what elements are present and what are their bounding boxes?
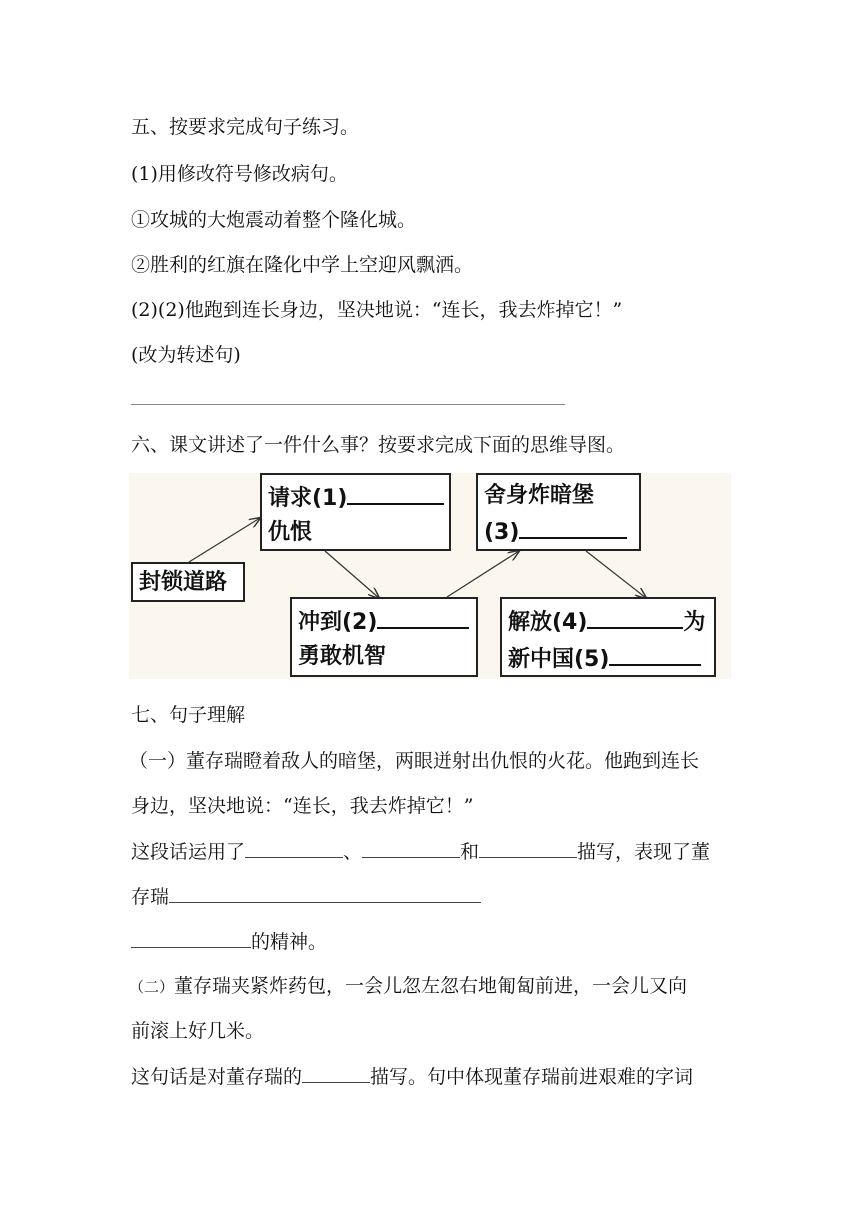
box-request: 请求(1) 仇恨 xyxy=(260,473,451,551)
section5-sub1: (1)用修改符号修改病句。 xyxy=(131,163,348,185)
passage2-line2: 前滚上好几米。 xyxy=(131,1020,265,1042)
answer-blank[interactable] xyxy=(169,884,481,903)
box-sacrifice: 舍身炸暗堡 (3) xyxy=(476,473,641,551)
arrow-start-to-a xyxy=(189,518,260,562)
question1-line1: 这段话运用了 、 和 描写，表现了董 xyxy=(131,841,711,863)
answer-blank[interactable] xyxy=(302,1064,370,1083)
arrow-a-to-b xyxy=(325,551,379,598)
box-liberate: 解放(4) 为 新中国(5) xyxy=(500,597,716,677)
box-rush: 冲到(2) 勇敢机智 xyxy=(290,597,478,677)
answer-line xyxy=(131,404,565,405)
section5-sub2: (2)(2)他跑到连长身边，坚决地说：“连长，我去炸掉它！” xyxy=(131,299,623,321)
passage2-line1: （二）董存瑞夹紧炸药包，一会儿忽左忽右地匍匐前进，一会儿又向 xyxy=(129,975,688,997)
section5-title: 五、按要求完成句子练习。 xyxy=(131,116,360,138)
question1-line3: 的精神。 xyxy=(131,929,327,954)
answer-blank[interactable] xyxy=(479,839,577,858)
section6-title: 六、课文讲述了一件什么事？按要求完成下面的思维导图。 xyxy=(131,434,626,456)
box-blockade: 封锁道路 xyxy=(131,562,245,602)
answer-blank[interactable] xyxy=(362,839,460,858)
mind-map xyxy=(129,473,731,679)
section5-item2: ②胜利的红旗在隆化中学上空迎风飘洒。 xyxy=(131,254,474,276)
question1-line2: 存瑞 xyxy=(131,884,481,909)
section5-item1: ①攻城的大炮震动着整个隆化城。 xyxy=(131,209,417,231)
answer-blank[interactable] xyxy=(131,929,251,948)
answer-blank[interactable] xyxy=(245,839,343,858)
arrow-b-to-c xyxy=(447,551,519,597)
passage1-line1: （一）董存瑞瞪着敌人的暗堡，两眼迸射出仇恨的火花。他跑到连长 xyxy=(129,750,700,772)
passage1-line2: 身边，坚决地说：“连长，我去炸掉它！” xyxy=(131,795,474,817)
arrow-c-to-d xyxy=(586,551,646,598)
section7-title: 七、句子理解 xyxy=(131,704,246,726)
section5-sub2-note: (改为转述句) xyxy=(131,344,241,366)
question2-line1: 这句话是对董存瑞的 描写。句中体现董存瑞前进艰难的字词 xyxy=(131,1066,694,1088)
